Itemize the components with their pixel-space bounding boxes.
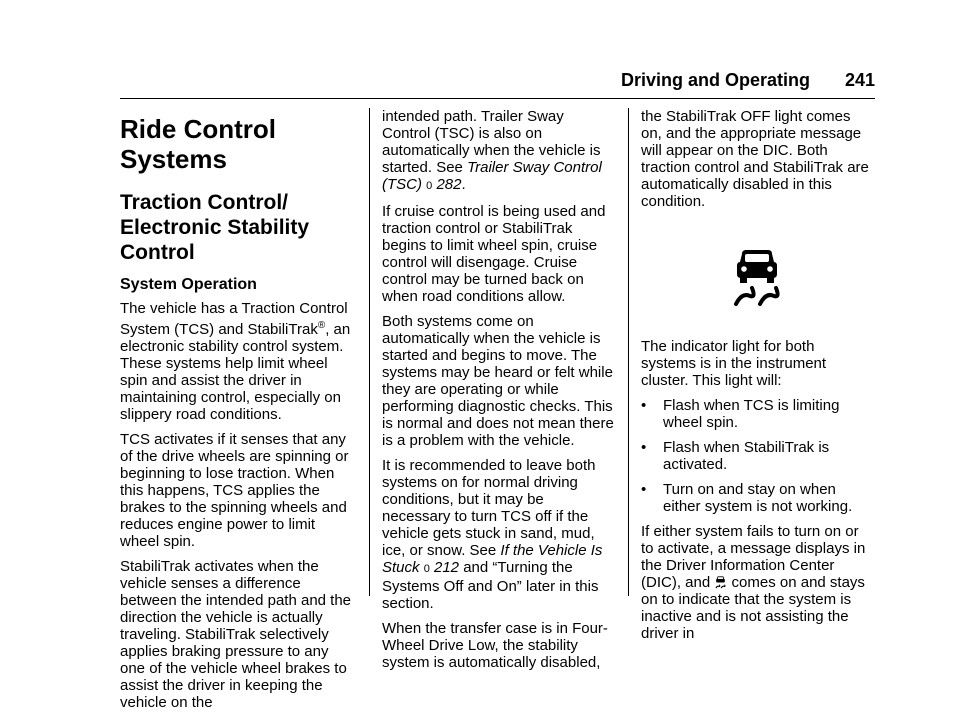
column-divider [628,108,629,596]
list-item-text: Turn on and stay on when either system is not working. [663,481,853,515]
list-item-text: Flash when StabiliTrak is activated. [663,439,830,473]
text: If either system fails to turn on or to activate, a message displays in the Driver Information Center (DIC), and [641,523,866,591]
cross-reference-page[interactable]: 282 [436,176,462,193]
header-rule [120,98,875,99]
cross-reference-page[interactable]: 212 [433,559,460,576]
column-1 [120,108,352,719]
paragraph: If cruise control is being used and traction control or StabiliTrak begins to limit wheel spin, cruise control will disengage. Cruise control may be turned back on when road conditions allow. [382,203,606,305]
bullet-symbol: • [641,481,647,498]
bullet-list [641,397,873,515]
traction-control-indicator-icon [714,576,727,589]
text: , an electronic stability control system. These systems help limit wheel spin and assist the driver in maintaining control, especially on slippery road conditions. [120,321,351,423]
list-item [641,397,873,431]
text: and “Turning the Systems Off and On” later in this section. [382,559,599,612]
text: comes on and stays on to indicate that the system is inactive and is not assisting the driver in [641,574,865,642]
paragraph: the StabiliTrak OFF light comes on, and the appropriate message will appear on the DIC. Both traction control and StabiliTrak are automatically disabled in this condition. [641,108,869,210]
section-title: Ride Control Systems [120,114,276,174]
list-item [641,481,873,515]
paragraph [120,300,352,423]
list-item-text: Flash when TCS is limiting wheel spin. [663,397,840,431]
text: The vehicle has a Traction Control System (TCS) and StabiliTrak [120,300,348,338]
traction-control-indicator-icon [641,248,873,308]
registered-mark: ® [317,320,326,331]
paragraph: When the transfer case is in Four-Wheel Drive Low, the stability system is automatically disabled, [382,620,608,671]
subsubsection-title: System Operation [120,276,257,293]
page-number: 241 [844,70,875,90]
text: . [461,176,466,193]
bullet-symbol: • [641,439,647,456]
traction-control-indicator-icon [732,248,782,308]
cross-reference-link[interactable]: Trailer Sway Control (TSC) [382,159,602,193]
cross-reference-link[interactable]: If the Vehicle Is Stuck [382,542,603,576]
paragraph [382,108,614,195]
page-ref-arrow: 0 [426,180,433,192]
subsection-title: Traction Control/ Electronic Stability Control [120,191,310,264]
column-divider [369,108,370,596]
paragraph: Both systems come on automatically when the vehicle is started and begins to move. The systems may be heard or felt while they are operating or while performing diagnostic checks. This is normal and does not mean there is a problem with the vehicle. [382,313,614,449]
paragraph: StabiliTrak activates when the vehicle senses a difference between the intended path and the direction the vehicle is actually traveling. StabiliTrak selectively applies braking pressure to any one of the vehicle wheel brakes to assist the driver in keeping the vehicle on the [120,558,352,711]
paragraph: TCS activates if it senses that any of the drive wheels are spinning or beginning to lose traction. When this happens, TCS applies the brakes to the spinning wheels and reduces engine power to limit wheel spin. [120,431,349,550]
list-item [641,439,873,473]
running-header-title: Driving and Operating [620,70,810,90]
text: intended path. Trailer Sway Control (TSC) is also on automatically when the vehicle is started. See [382,108,601,176]
page-ref-arrow: 0 [423,563,430,575]
bullet-symbol: • [641,397,647,414]
column-2 [382,108,614,679]
paragraph [641,523,873,642]
paragraph: The indicator light for both systems is in the instrument cluster. This light will: [641,338,827,389]
column-3 [641,108,873,650]
paragraph [382,457,614,612]
text: It is recommended to leave both systems on for normal driving conditions, but it may be necessary to turn TCS off if the vehicle gets stuck in sand, mud, ice, or snow. See [382,457,596,559]
